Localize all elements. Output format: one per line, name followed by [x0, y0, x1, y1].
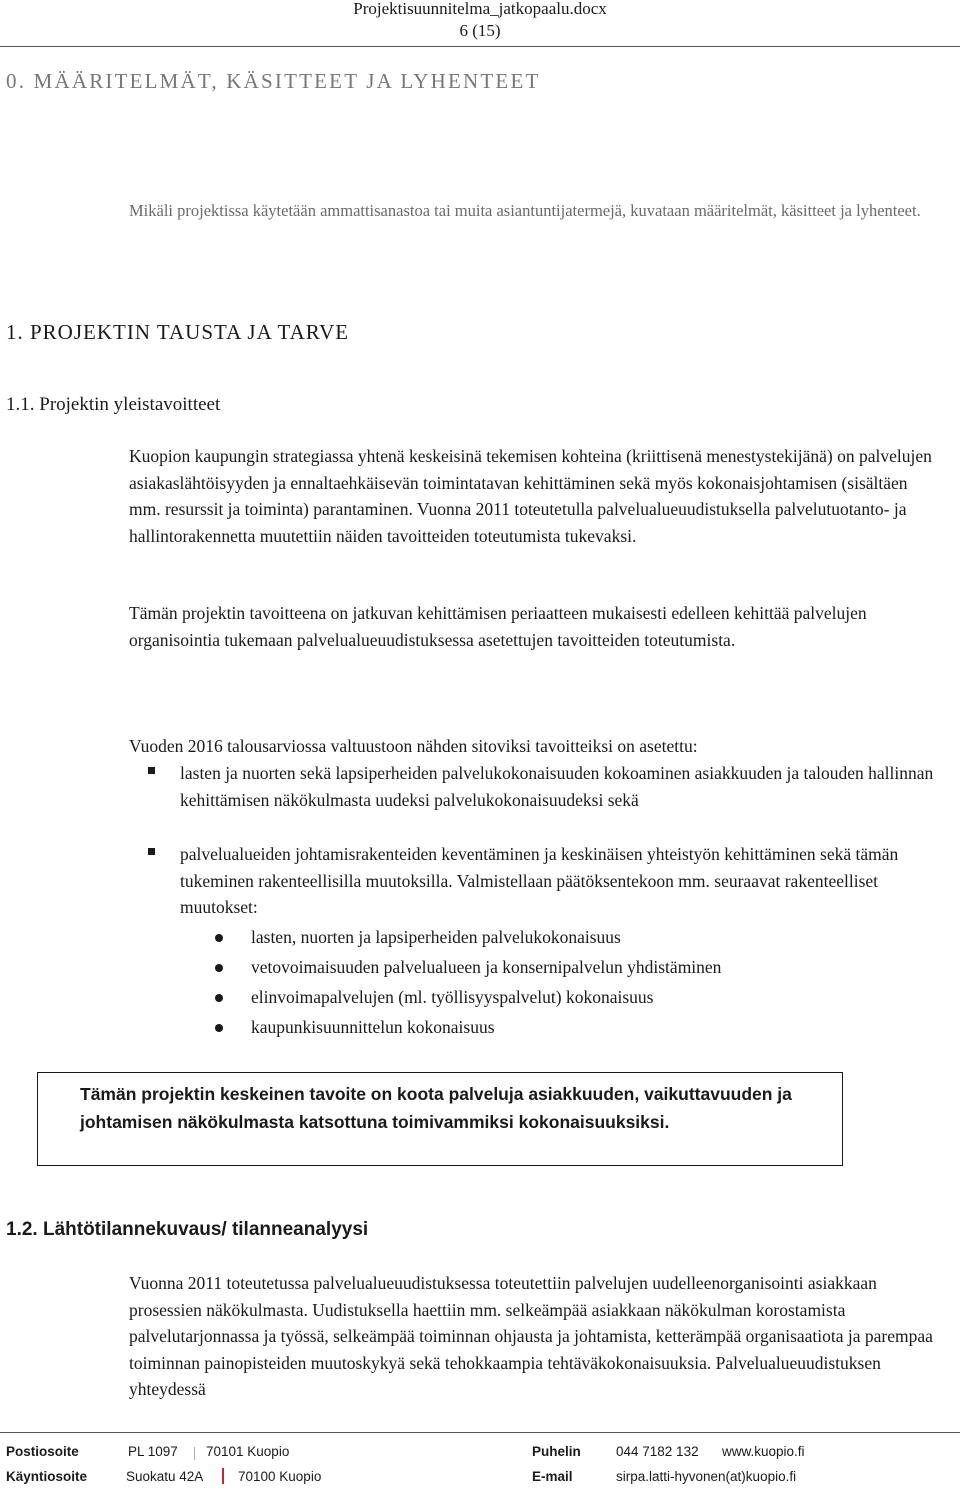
key-goal-text: Tämän projektin keskeinen tavoite on koota palveluja asiakkuuden, vaikuttavuuden ja johtamisen näkökulmasta katsottuna toimivammiksi kokonaisuuksiksi. [80, 1084, 792, 1132]
subsection-1-1-heading: 1.1. Projektin yleistavoitteet [6, 394, 221, 415]
page-number: 6 (15) [459, 21, 501, 40]
footer-email-label: E-mail [532, 1469, 573, 1484]
list-item: vetovoimaisuuden palvelualueen ja konsernipalvelun yhdistäminen [251, 957, 722, 977]
subsection-1-2-heading: 1.2. Lähtötilannekuvaus/ tilanneanalyysi [6, 1219, 369, 1240]
header-divider [0, 46, 960, 47]
footer-visit-label: Käyntiosoite [6, 1469, 88, 1484]
footer-phone-label: Puhelin [532, 1444, 581, 1459]
dot-bullet-icon [215, 1024, 223, 1032]
dot-bullet-icon [215, 964, 223, 972]
list-item: kaupunkisuunnittelun kokonaisuus [251, 1017, 495, 1037]
paragraph-project-goal: Tämän projektin tavoitteena on jatkuvan kehittämisen periaatteen mukaisesti edelleen kehittää palvelujen organisointia tukemaan palvelualueuudistuksessa asetettujen tavoitteiden toteutumista. [129, 603, 867, 650]
list-item: palvelualueiden johtamisrakenteiden keventäminen ja keskinäisen yhteistyön kehittäminen sekä tämän tukeminen rakenteellisilla muutoksilla. Valmistellaan päätöksentekoon mm. seuraavat rakenteelliset muutokset: [180, 844, 899, 917]
key-goal-box [37, 1072, 843, 1166]
dot-bullet-icon [215, 994, 223, 1002]
square-bullet-icon [148, 767, 155, 774]
footer-separator [222, 1468, 224, 1484]
footer-email-link[interactable]: sirpa.latti-hyvonen(at)kuopio.fi [616, 1469, 797, 1484]
list-item: elinvoimapalvelujen (ml. työllisyyspalvelut) kokonaisuus [251, 987, 654, 1007]
footer-postal-label: Postiosoite [6, 1444, 79, 1459]
section-1-heading: 1. PROJEKTIN TAUSTA JA TARVE [6, 320, 350, 344]
footer-visit-street: Suokatu 42A [126, 1469, 204, 1484]
section-0-intro: Mikäli projektissa käytetään ammattisanastoa tai muita asiantuntijatermejä, kuvataan määritelmät, käsitteet ja lyhenteet. [129, 201, 921, 220]
list-item: lasten, nuorten ja lapsiperheiden palvelukokonaisuus [251, 927, 621, 947]
footer-website-link[interactable]: www.kuopio.fi [722, 1444, 805, 1459]
footer-divider [0, 1432, 960, 1433]
paragraph-budget-goals: Vuoden 2016 talousarviossa valtuustoon nähden sitoviksi tavoitteiksi on asetettu: [129, 736, 698, 756]
footer-phone: 044 7182 132 [616, 1444, 699, 1459]
footer-separator [194, 1447, 195, 1460]
paragraph-baseline: Vuonna 2011 toteutetussa palvelualueuudistuksessa toteutettiin palvelujen uudelleenorganisointi asiakkaan prosessien näkökulmasta. Uudistuksella haettiin mm. selkeämpää asiakkaan näkökulman korostamista palvelutarjonnassa ja työssä, selkeämpää toiminnan ohjausta ja johtamista, ketterämpää organisaatiota ja parempaa toiminnan painopisteiden muutoskykyä sekä tehokkaampia tehtäväkokonaisuuksia. Palvelualueuudistuksen yhteydessä [129, 1273, 933, 1399]
footer-visit-code: 70100 Kuopio [238, 1469, 322, 1484]
section-0-heading: 0. MÄÄRITELMÄT, KÄSITTEET JA LYHENTEET [6, 69, 541, 93]
list-item: lasten ja nuorten sekä lapsiperheiden palvelukokonaisuuden kokoaminen asiakkuuden ja talouden hallinnan kehittämisen näkökulmasta uudeksi palvelukokonaisuudeksi sekä [180, 763, 934, 810]
footer-postal-code: 70101 Kuopio [206, 1444, 290, 1459]
footer-postal-box: PL 1097 [128, 1444, 178, 1459]
square-bullet-icon [148, 848, 155, 855]
paragraph-strategy: Kuopion kaupungin strategiassa yhtenä keskeisinä tekemisen kohteina (kriittisenä menestystekijänä) on palvelujen asiakaslähtöisyyden ja ennaltaehkäisevän toimintatavan kehittäminen sekä myös kokonaisjohtamisen (sisältäen mm. resurssit ja toiminta) parantaminen. Vuonna 2011 toteutetulla palvelualueuudistuksella palvelutuotanto- ja hallintorakennetta muutettiin näiden tavoitteiden toteutumista tukevaksi. [129, 446, 932, 546]
document-filename: Projektisuunnitelma_jatkopaalu.docx [353, 0, 607, 18]
dot-bullet-icon [215, 934, 223, 942]
